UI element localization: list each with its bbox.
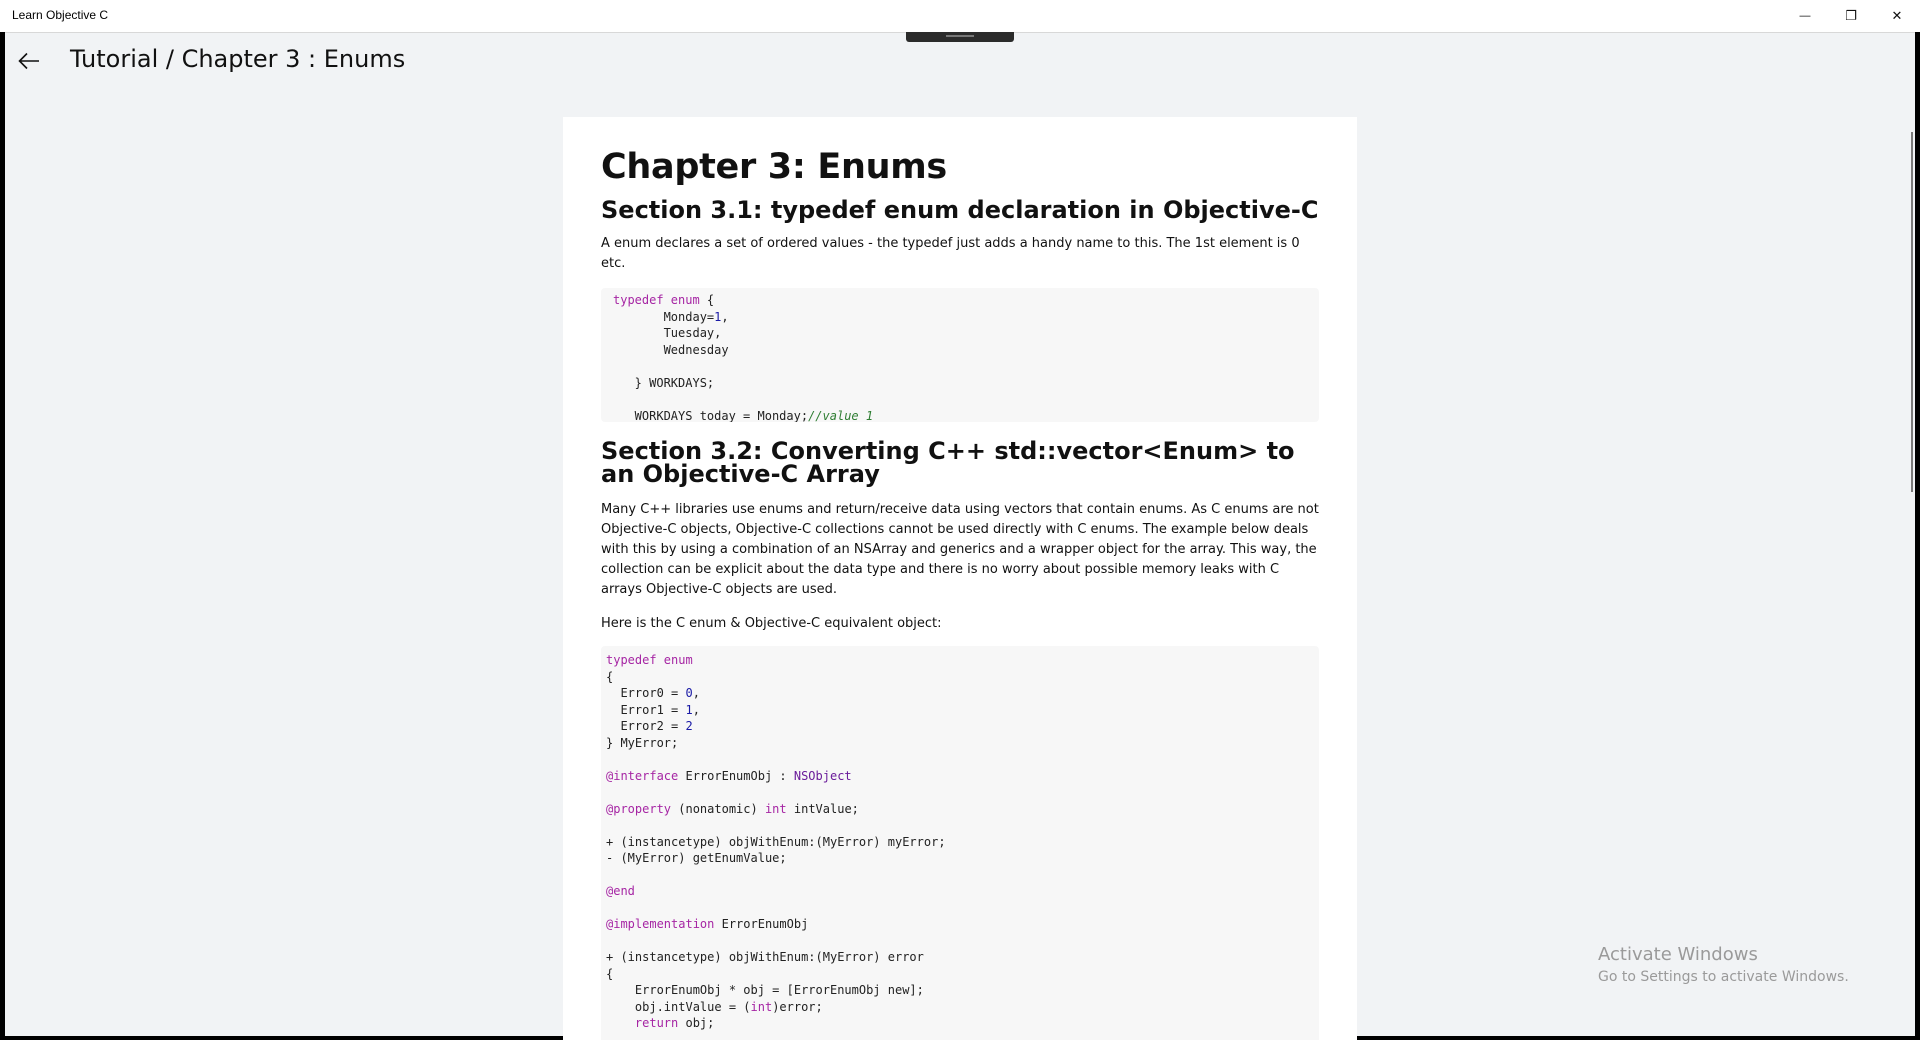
code-token: 2	[685, 719, 693, 733]
maximize-button[interactable]	[1828, 0, 1874, 32]
code-token: ,	[692, 686, 700, 700]
code-line: + (instancetype) objWithEnum:(MyError) myError;	[606, 834, 946, 849]
code-line: {	[606, 669, 614, 684]
title-bar	[0, 0, 1920, 33]
close-icon: ✕	[1891, 8, 1903, 23]
code-token: intValue;	[786, 801, 859, 816]
watermark-line-1: Activate Windows	[1598, 944, 1758, 965]
code-token: ,	[692, 702, 700, 717]
section-3-2-intro: Here is the C enum & Objective-C equivalent object:	[601, 616, 942, 631]
code-token: Monday=	[613, 309, 715, 324]
code-line: ErrorEnumObj * obj = [ErrorEnumObj new];	[606, 983, 924, 997]
page-title: Tutorial / Chapter 3 : Enums	[70, 45, 406, 73]
code-line: } WORKDAYS;	[613, 375, 715, 390]
code-token: (nonatomic)	[671, 801, 765, 816]
drag-handle[interactable]	[906, 32, 1014, 42]
code-token: ErrorEnumObj :	[678, 768, 794, 783]
back-button[interactable]	[14, 46, 44, 76]
close-button[interactable]	[1874, 0, 1920, 32]
window-frame-left	[0, 32, 5, 1040]
article-card	[563, 117, 1357, 1040]
code-line: Tuesday,	[613, 326, 722, 340]
window-frame-right	[1915, 32, 1920, 1040]
code-comment: //value 1	[808, 408, 874, 422]
code-line: Wednesday	[613, 342, 729, 357]
minimize-button[interactable]	[1782, 0, 1828, 32]
code-token: 0	[685, 686, 693, 700]
code-token: int	[764, 801, 787, 816]
code-token: obj;	[678, 1016, 715, 1030]
code-token: typedef enum	[606, 653, 693, 667]
app-title: Learn Objective C	[12, 8, 109, 22]
code-block-error-enum-obj	[601, 646, 1319, 1040]
code-token: ErrorEnumObj	[714, 917, 809, 931]
chapter-title: Chapter 3: Enums	[601, 147, 947, 187]
code-token: NSObject	[793, 768, 852, 783]
section-title-3-1: Section 3.1: typedef enum declaration in Objective-C	[601, 196, 1319, 224]
code-token: @end	[606, 884, 635, 898]
code-token: Error0 =	[606, 686, 686, 700]
code-token: int	[750, 999, 773, 1014]
code-token: @interface	[606, 768, 679, 783]
code-token: Error2 =	[606, 719, 686, 733]
code-line: } MyError;	[606, 735, 679, 750]
code-token: return	[606, 1016, 679, 1030]
code-line: - (MyError) getEnumValue;	[606, 851, 787, 865]
code-token: 1	[714, 309, 722, 324]
code-token: WORKDAYS today = Monday;	[613, 408, 809, 422]
code-line: {	[606, 966, 614, 981]
code-token: )error;	[772, 999, 823, 1014]
code-token: @property	[606, 801, 672, 816]
arrow-left-icon	[18, 52, 40, 70]
section-title-3-2: Section 3.2: Converting C++ std::vector<Enum> to an Objective-C Array	[601, 437, 1295, 488]
code-token: @implementation	[606, 917, 715, 931]
code-token: {	[699, 293, 715, 307]
code-token: Error1 =	[606, 702, 686, 717]
section-3-1-paragraph: A enum declares a set of ordered values - the typedef just adds a handy name to this. The 1st element is 0 etc.	[601, 236, 1300, 271]
minimize-icon: —	[1799, 10, 1811, 22]
restore-icon: ❐	[1845, 8, 1857, 23]
activate-windows-watermark	[1598, 944, 1849, 985]
code-token: obj.intValue = (	[606, 999, 751, 1014]
watermark-line-2: Go to Settings to activate Windows.	[1598, 969, 1849, 985]
code-block-typedef-enum	[601, 288, 1319, 422]
section-3-2-paragraph: Many C++ libraries use enums and return/receive data using vectors that contain enums. As C enums are not Objective-C objects, Objective-C collections cannot be used directly with C enums. The example below deals with this by using a combination of an NSArray and generics and a wrapper object for the array. This way, the collection can be explicit about the data type and there is no worry about possible memory leaks with C arrays Objective-C objects are used.	[601, 502, 1319, 597]
code-line: + (instancetype) objWithEnum:(MyError) error	[606, 950, 924, 964]
code-token: ,	[721, 309, 729, 324]
code-token: typedef enum	[613, 293, 700, 307]
code-token: 1	[685, 702, 693, 717]
scrollbar-thumb[interactable]	[1911, 132, 1913, 492]
